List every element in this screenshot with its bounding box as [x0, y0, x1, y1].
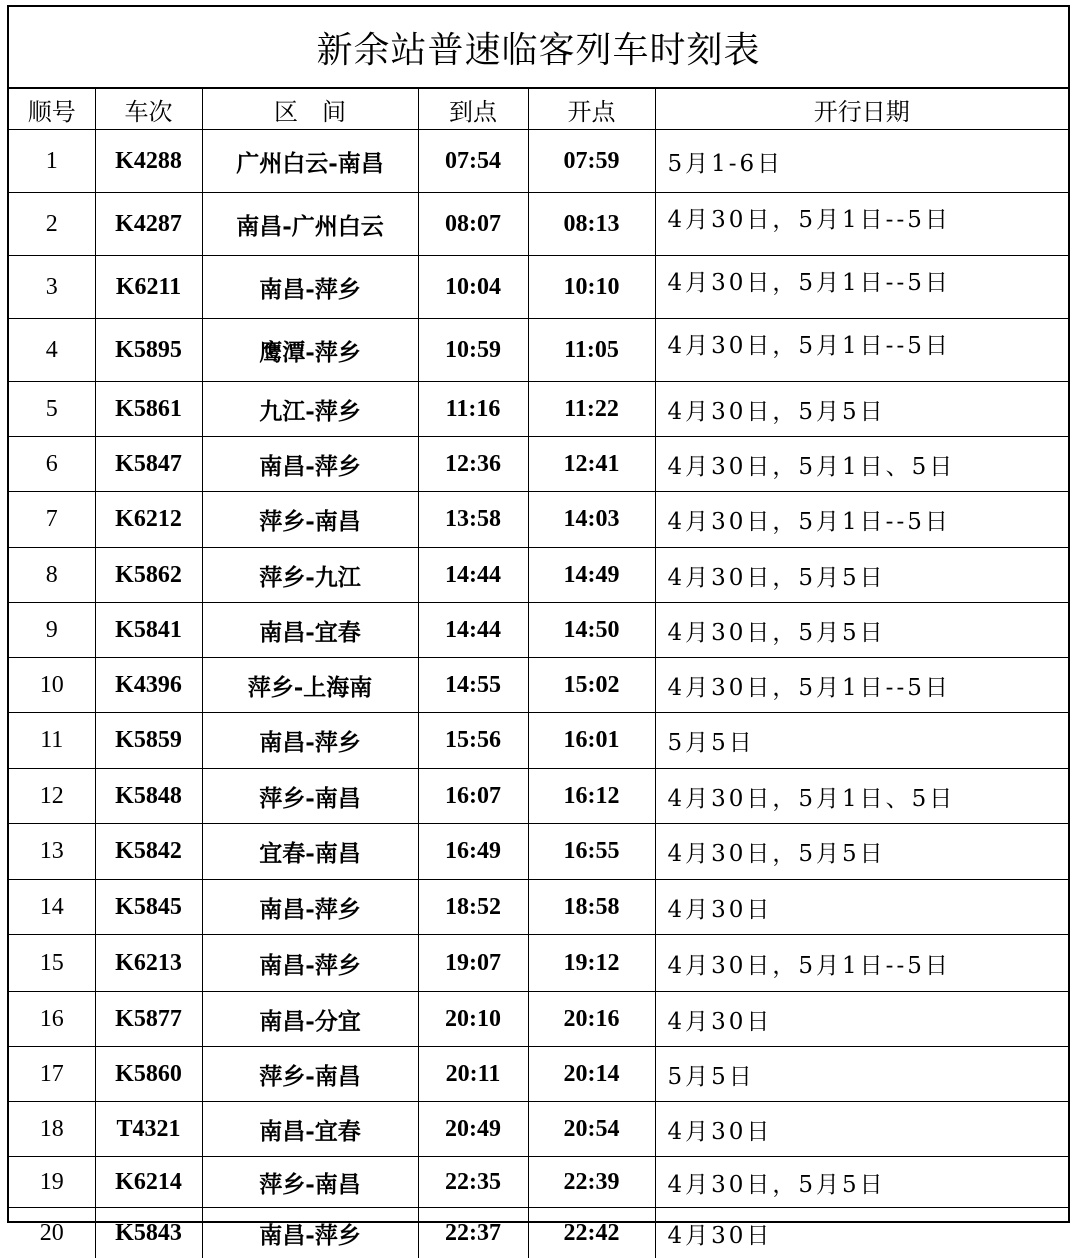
arrival-time: 19:07 — [418, 935, 528, 992]
route: 南昌-萍乡 — [202, 256, 418, 319]
route: 南昌-萍乡 — [202, 1208, 418, 1258]
operating-dates: 4月30日 — [655, 992, 1068, 1047]
table-row — [9, 193, 1068, 256]
route: 南昌-宜春 — [202, 1102, 418, 1157]
row-index: 12 — [9, 769, 95, 824]
route: 南昌-萍乡 — [202, 880, 418, 935]
header-row — [9, 89, 1068, 130]
row-index: 15 — [9, 935, 95, 992]
arrival-time: 08:07 — [418, 193, 528, 256]
departure-time: 08:13 — [528, 193, 655, 256]
train-number: K6212 — [95, 492, 202, 548]
row-index: 14 — [9, 880, 95, 935]
row-index: 18 — [9, 1102, 95, 1157]
departure-time: 16:55 — [528, 824, 655, 880]
row-index: 20 — [9, 1208, 95, 1258]
operating-dates: 5月5日 — [655, 1047, 1068, 1102]
table-row — [9, 935, 1068, 992]
train-number: K5862 — [95, 548, 202, 603]
train-number: K5847 — [95, 437, 202, 492]
row-index: 7 — [9, 492, 95, 548]
table-row — [9, 1208, 1068, 1258]
arrival-time: 13:58 — [418, 492, 528, 548]
table-row — [9, 824, 1068, 880]
table-row — [9, 769, 1068, 824]
timetable — [9, 89, 1068, 1258]
arrival-time: 10:59 — [418, 319, 528, 382]
table-row — [9, 1047, 1068, 1102]
table-row — [9, 382, 1068, 437]
train-number: K4396 — [95, 658, 202, 713]
departure-time: 14:49 — [528, 548, 655, 603]
timetable-sheet — [7, 5, 1070, 1223]
row-index: 11 — [9, 713, 95, 769]
route: 萍乡-九江 — [202, 548, 418, 603]
arrival-time: 07:54 — [418, 130, 528, 193]
row-index: 8 — [9, 548, 95, 603]
operating-dates: 4月30日，5月5日 — [655, 382, 1068, 437]
operating-dates: 4月30日 — [655, 880, 1068, 935]
arrival-time: 18:52 — [418, 880, 528, 935]
operating-dates: 4月30日 — [655, 1102, 1068, 1157]
departure-time: 16:01 — [528, 713, 655, 769]
route: 南昌-宜春 — [202, 603, 418, 658]
train-number: K6211 — [95, 256, 202, 319]
arrival-time: 22:35 — [418, 1157, 528, 1208]
departure-time: 16:12 — [528, 769, 655, 824]
row-index: 3 — [9, 256, 95, 319]
operating-dates: 4月30日 — [655, 1208, 1068, 1258]
train-number: K6214 — [95, 1157, 202, 1208]
header-route: 区 间 — [202, 89, 418, 130]
train-number: K5845 — [95, 880, 202, 935]
header-depart: 开点 — [528, 89, 655, 130]
departure-time: 18:58 — [528, 880, 655, 935]
departure-time: 11:22 — [528, 382, 655, 437]
arrival-time: 10:04 — [418, 256, 528, 319]
table-row — [9, 1102, 1068, 1157]
departure-time: 22:39 — [528, 1157, 655, 1208]
train-number: K5877 — [95, 992, 202, 1047]
row-index: 16 — [9, 992, 95, 1047]
operating-dates: 4月30日，5月5日 — [655, 548, 1068, 603]
header-dates: 开行日期 — [655, 89, 1068, 130]
row-index: 19 — [9, 1157, 95, 1208]
arrival-time: 14:55 — [418, 658, 528, 713]
arrival-time: 11:16 — [418, 382, 528, 437]
arrival-time: 15:56 — [418, 713, 528, 769]
operating-dates: 4月30日，5月1日--5日 — [655, 319, 1068, 382]
arrival-time: 12:36 — [418, 437, 528, 492]
route: 南昌-广州白云 — [202, 193, 418, 256]
route: 萍乡-南昌 — [202, 492, 418, 548]
train-number: K5842 — [95, 824, 202, 880]
route: 南昌-萍乡 — [202, 437, 418, 492]
table-row — [9, 130, 1068, 193]
departure-time: 20:54 — [528, 1102, 655, 1157]
route: 南昌-分宜 — [202, 992, 418, 1047]
route: 萍乡-南昌 — [202, 1157, 418, 1208]
departure-time: 07:59 — [528, 130, 655, 193]
route: 宜春-南昌 — [202, 824, 418, 880]
operating-dates: 5月5日 — [655, 713, 1068, 769]
header-index: 顺号 — [9, 89, 95, 130]
table-row — [9, 603, 1068, 658]
route: 萍乡-南昌 — [202, 1047, 418, 1102]
arrival-time: 14:44 — [418, 548, 528, 603]
operating-dates: 4月30日，5月5日 — [655, 603, 1068, 658]
arrival-time: 20:49 — [418, 1102, 528, 1157]
table-row — [9, 992, 1068, 1047]
operating-dates: 5月1-6日 — [655, 130, 1068, 193]
arrival-time: 16:07 — [418, 769, 528, 824]
route: 九江-萍乡 — [202, 382, 418, 437]
operating-dates: 4月30日，5月1日--5日 — [655, 193, 1068, 256]
table-row — [9, 492, 1068, 548]
route: 广州白云-南昌 — [202, 130, 418, 193]
table-row — [9, 880, 1068, 935]
train-number: K5860 — [95, 1047, 202, 1102]
departure-time: 12:41 — [528, 437, 655, 492]
table-row — [9, 256, 1068, 319]
arrival-time: 22:37 — [418, 1208, 528, 1258]
route: 萍乡-南昌 — [202, 769, 418, 824]
arrival-time: 20:10 — [418, 992, 528, 1047]
operating-dates: 4月30日，5月1日--5日 — [655, 492, 1068, 548]
row-index: 9 — [9, 603, 95, 658]
arrival-time: 20:11 — [418, 1047, 528, 1102]
operating-dates: 4月30日，5月1日--5日 — [655, 658, 1068, 713]
train-number: K5895 — [95, 319, 202, 382]
table-row — [9, 1157, 1068, 1208]
row-index: 10 — [9, 658, 95, 713]
row-index: 2 — [9, 193, 95, 256]
train-number: K5859 — [95, 713, 202, 769]
row-index: 4 — [9, 319, 95, 382]
header-train: 车次 — [95, 89, 202, 130]
departure-time: 20:16 — [528, 992, 655, 1047]
route: 南昌-萍乡 — [202, 935, 418, 992]
row-index: 5 — [9, 382, 95, 437]
table-row — [9, 548, 1068, 603]
train-number: K4288 — [95, 130, 202, 193]
operating-dates: 4月30日，5月5日 — [655, 824, 1068, 880]
table-row — [9, 658, 1068, 713]
row-index: 6 — [9, 437, 95, 492]
arrival-time: 14:44 — [418, 603, 528, 658]
operating-dates: 4月30日，5月1日--5日 — [655, 935, 1068, 992]
header-arrive: 到点 — [418, 89, 528, 130]
row-index: 1 — [9, 130, 95, 193]
train-number: K6213 — [95, 935, 202, 992]
operating-dates: 4月30日，5月1日--5日 — [655, 256, 1068, 319]
departure-time: 11:05 — [528, 319, 655, 382]
table-row — [9, 319, 1068, 382]
train-number: T4321 — [95, 1102, 202, 1157]
operating-dates: 4月30日，5月1日、5日 — [655, 437, 1068, 492]
departure-time: 20:14 — [528, 1047, 655, 1102]
table-row — [9, 713, 1068, 769]
departure-time: 15:02 — [528, 658, 655, 713]
train-number: K4287 — [95, 193, 202, 256]
page-title: 新余站普速临客列车时刻表 — [9, 7, 1068, 89]
operating-dates: 4月30日，5月1日、5日 — [655, 769, 1068, 824]
departure-time: 14:50 — [528, 603, 655, 658]
route: 萍乡-上海南 — [202, 658, 418, 713]
train-number: K5841 — [95, 603, 202, 658]
row-index: 13 — [9, 824, 95, 880]
operating-dates: 4月30日，5月5日 — [655, 1157, 1068, 1208]
route: 南昌-萍乡 — [202, 713, 418, 769]
departure-time: 22:42 — [528, 1208, 655, 1258]
arrival-time: 16:49 — [418, 824, 528, 880]
train-number: K5848 — [95, 769, 202, 824]
route: 鹰潭-萍乡 — [202, 319, 418, 382]
train-number: K5861 — [95, 382, 202, 437]
table-row — [9, 437, 1068, 492]
row-index: 17 — [9, 1047, 95, 1102]
departure-time: 19:12 — [528, 935, 655, 992]
departure-time: 14:03 — [528, 492, 655, 548]
train-number: K5843 — [95, 1208, 202, 1258]
departure-time: 10:10 — [528, 256, 655, 319]
